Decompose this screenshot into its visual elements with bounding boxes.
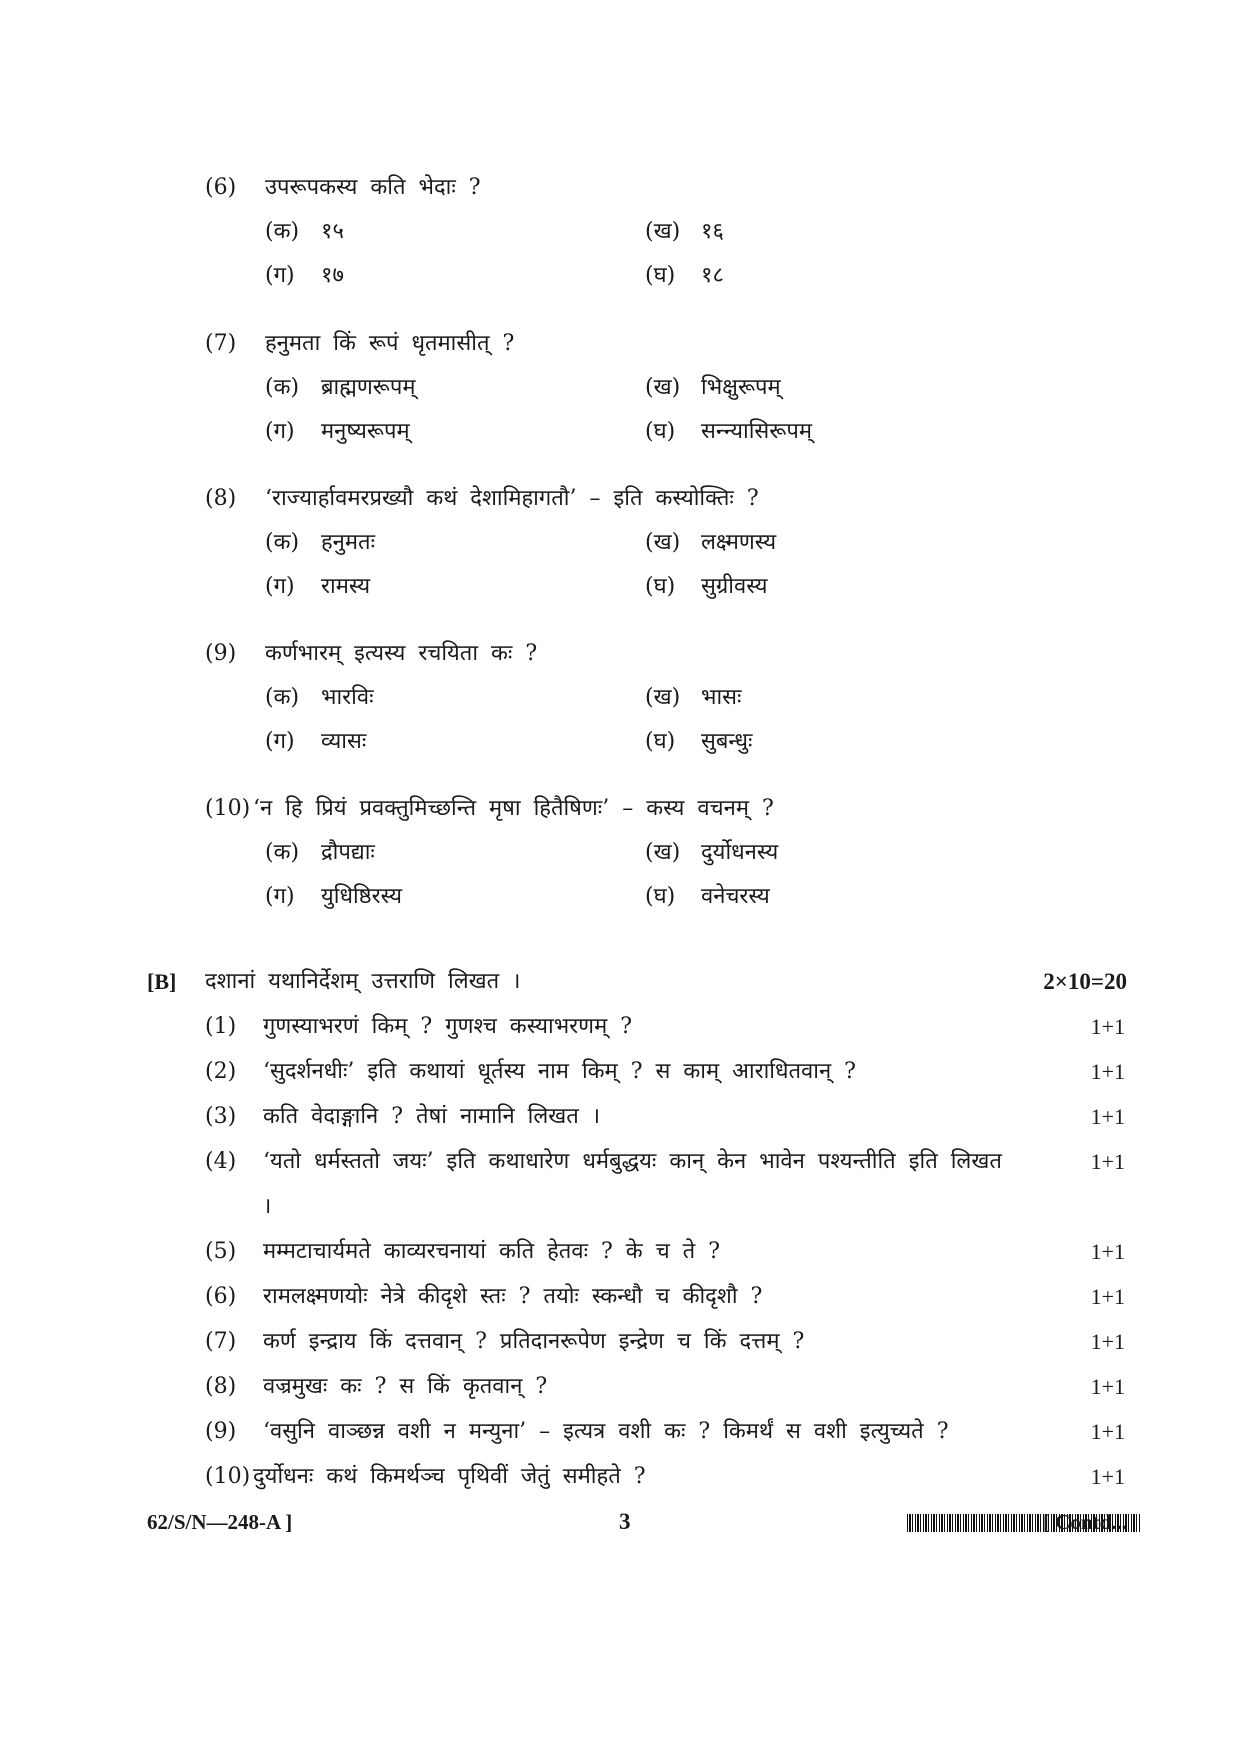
section-instruction: दशानां यथानिर्देशम् उत्तराणि लिखत ।	[205, 969, 521, 994]
mcq-question-8	[205, 477, 1105, 609]
option-kha: (ख) भासः	[645, 685, 742, 710]
question-marks: 1+1	[1090, 1419, 1125, 1444]
question-number: (7)	[205, 1329, 237, 1354]
question-number: (9)	[205, 641, 237, 666]
question-text: उपरूपकस्य कति भेदाः ?	[265, 175, 481, 200]
paper-code: 62/S/N—248-A ]	[147, 1510, 293, 1534]
question-stem	[205, 787, 1105, 831]
page-footer	[147, 1502, 1127, 1542]
option-gha: (घ) वनेचरस्य	[645, 884, 770, 909]
option-gha: (घ) सन्न्यासिरूपम्	[645, 419, 813, 444]
question-text: गुणस्याभरणं किम् ? गुणश्च कस्याभरणम् ?	[263, 1014, 633, 1039]
question-number: (7)	[205, 331, 237, 356]
question-number: (1)	[205, 1014, 237, 1039]
option-row	[205, 676, 1105, 720]
short-question-3	[205, 1094, 1125, 1139]
question-text: ‘सुदर्शनधीः’ इति कथायां धूर्तस्य नाम किम् ? स काम् आराधितवान् ?	[263, 1059, 856, 1084]
question-marks: 1+1	[1090, 1464, 1125, 1489]
question-text: हनुमता किं रूपं धृतमासीत् ?	[265, 331, 515, 356]
short-question-9	[205, 1409, 1125, 1454]
option-row	[205, 521, 1105, 565]
short-question-6	[205, 1274, 1125, 1319]
option-ka: (क) १५	[265, 219, 344, 244]
question-stem	[205, 166, 1105, 210]
question-marks: 1+1	[1090, 1014, 1125, 1039]
page-number: 3	[619, 1509, 631, 1534]
short-question-1	[205, 1004, 1125, 1049]
short-question-2	[205, 1049, 1125, 1094]
option-row	[205, 875, 1105, 919]
option-kha: (ख) लक्ष्मणस्य	[645, 530, 777, 555]
option-ga: (ग) १७	[265, 263, 344, 288]
question-marks: 1+1	[1090, 1284, 1125, 1309]
option-kha: (ख) दुर्योधनस्य	[645, 840, 779, 865]
option-ka: (क) ब्राह्मणरूपम्	[265, 375, 416, 400]
question-number: (10)	[205, 1464, 251, 1489]
option-ga: (ग) व्यासः	[265, 729, 367, 754]
option-gha: (घ) सुबन्धुः	[645, 729, 753, 754]
question-stem	[205, 632, 1105, 676]
continued-label: [ Contd...	[1042, 1510, 1127, 1534]
question-text: ‘वसुनि वाञ्छन्न वशी न मन्युना’ – इत्यत्र वशी कः ? किमर्थं स वशी इत्युच्यते ?	[263, 1419, 949, 1444]
short-question-4	[205, 1139, 1125, 1229]
short-question-10	[205, 1454, 1125, 1499]
question-number: (6)	[205, 1284, 237, 1309]
question-number: (10)	[205, 796, 251, 821]
short-question-5	[205, 1229, 1125, 1274]
mcq-question-6	[205, 166, 1105, 298]
option-row	[205, 210, 1105, 254]
option-gha: (घ) सुग्रीवस्य	[645, 574, 768, 599]
option-row	[205, 565, 1105, 609]
question-marks: 1+1	[1090, 1104, 1125, 1129]
option-row	[205, 366, 1105, 410]
question-marks: 1+1	[1090, 1059, 1125, 1084]
option-kha: (ख) भिक्षुरूपम्	[645, 375, 781, 400]
option-row	[205, 720, 1105, 764]
question-text: कति वेदाङ्गानि ? तेषां नामानि लिखत ।	[263, 1104, 601, 1129]
option-ka: (क) द्रौपद्याः	[265, 840, 375, 865]
question-number: (6)	[205, 175, 237, 200]
option-ga: (ग) मनुष्यरूपम्	[265, 419, 410, 444]
mcq-question-7	[205, 322, 1105, 454]
option-row	[205, 831, 1105, 875]
option-ka: (क) भारविः	[265, 685, 374, 710]
question-text: कर्णभारम् इत्यस्य रचयिता कः ?	[265, 641, 538, 666]
option-ka: (क) हनुमतः	[265, 530, 376, 555]
question-text: ‘न हि प्रियं प्रवक्तुमिच्छन्ति मृषा हितैषिणः’ – कस्य वचनम् ?	[253, 796, 774, 821]
question-stem	[205, 322, 1105, 366]
option-ga: (ग) युधिष्ठिरस्य	[265, 884, 402, 909]
question-marks: 1+1	[1090, 1239, 1125, 1264]
mcq-question-9	[205, 632, 1105, 764]
question-number: (5)	[205, 1239, 237, 1264]
question-text: वज्रमुखः कः ? स किं कृतवान् ?	[263, 1374, 548, 1399]
question-marks: 1+1	[1090, 1374, 1125, 1399]
section-marks: 2×10=20	[1043, 969, 1127, 994]
question-number: (3)	[205, 1104, 237, 1129]
question-stem	[205, 477, 1105, 521]
question-text: कर्ण इन्द्राय किं दत्तवान् ? प्रतिदानरूपेण इन्द्रेण च किं दत्तम् ?	[263, 1329, 805, 1354]
question-text: ‘राज्यार्हावमरप्रख्यौ कथं देशामिहागतौ’ – इति कस्योक्तिः ?	[265, 486, 759, 511]
question-text: ‘यतो धर्मस्ततो जयः’ इति कथाधारेण धर्मबुद्धयः कान् केन भावेन पश्यन्तीति इति लिखत ।	[263, 1149, 1002, 1219]
section-label: [B]	[147, 969, 177, 994]
question-number: (9)	[205, 1419, 237, 1444]
question-number: (8)	[205, 1374, 237, 1399]
mcq-question-10	[205, 787, 1105, 919]
short-question-8	[205, 1364, 1125, 1409]
section-b-heading	[147, 960, 1127, 1004]
option-ga: (ग) रामस्य	[265, 574, 371, 599]
option-row	[205, 254, 1105, 298]
question-number: (4)	[205, 1149, 237, 1174]
option-kha: (ख) १६	[645, 219, 724, 244]
option-gha: (घ) १८	[645, 263, 724, 288]
option-row	[205, 410, 1105, 454]
question-number: (8)	[205, 486, 237, 511]
question-text: दुर्योधनः कथं किमर्थञ्च पृथिवीं जेतुं समीहते ?	[253, 1464, 646, 1489]
question-text: मम्मटाचार्यमते काव्यरचनायां कति हेतवः ? के च ते ?	[263, 1239, 720, 1264]
short-question-7	[205, 1319, 1125, 1364]
question-text: रामलक्ष्मणयोः नेत्रे कीदृशे स्तः ? तयोः स्कन्धौ च कीदृशौ ?	[263, 1284, 763, 1309]
question-marks: 1+1	[1090, 1149, 1125, 1174]
question-number: (2)	[205, 1059, 237, 1084]
question-marks: 1+1	[1090, 1329, 1125, 1354]
